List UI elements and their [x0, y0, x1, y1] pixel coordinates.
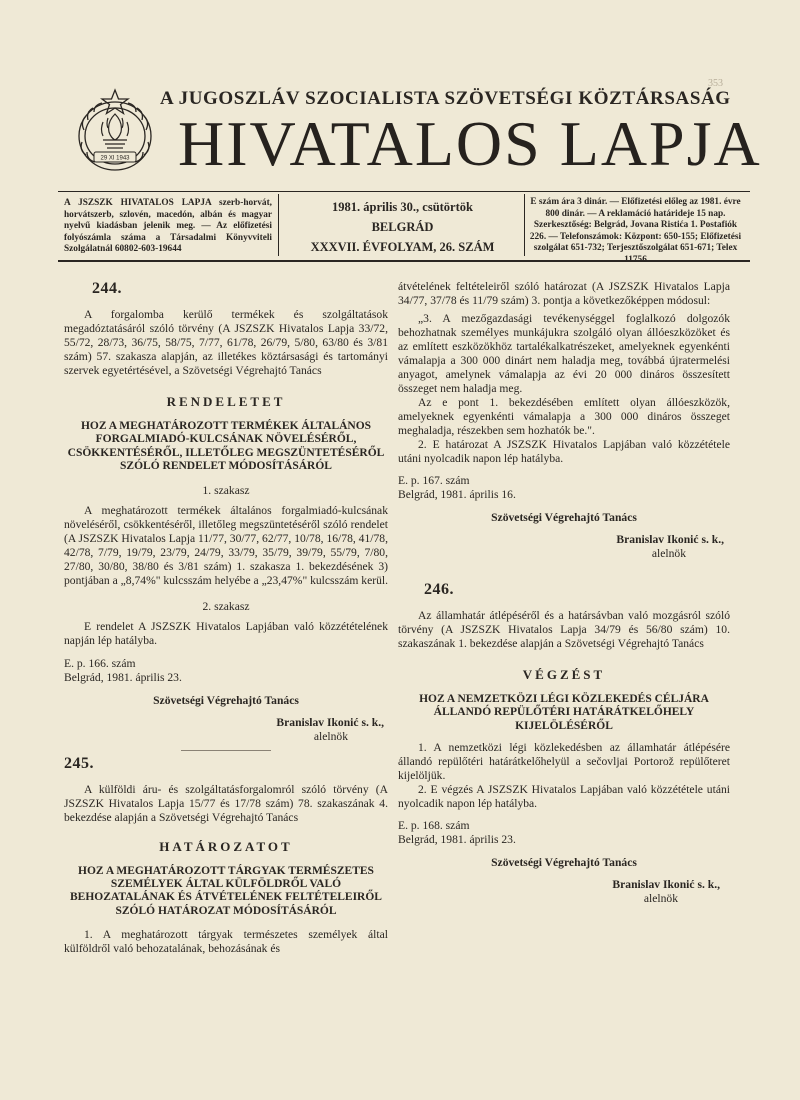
article-245-subject: HOZ A MEGHATÁROZOTT TÁRGYAK TERMÉSZETES SZEMÉLYEK ÁLTAL KÜLFÖLDRŐL VALÓ BEHOZATALÁNAK ÉS ÁTVÉTELÉNEK FELTÉTELEIRŐL SZÓLÓ HATÁROZAT MÓDOSÍTÁSÁRÓL [70, 864, 382, 917]
page-number: 353 [708, 78, 723, 89]
article-246-text-1: 1. A nemzetközi légi közlekedésben az államhatár átlépésére állandó repülőtéri határátkelőhelyül a sečovljai Portorož repülőteret kijelöljük. [398, 741, 730, 783]
article-245-text-1: 1. A meghatározott tárgyak természetes személyek által külföldről való behozatalának, behozásának és [64, 928, 388, 956]
issue-date: 1981. április 30., csütörtök [332, 200, 473, 214]
article-245-amendment-quote-2: Az e pont 1. bekezdésében említett olyan állóeszközök, amelyeknek egyenkénti vámalapja a 300 000 dináros összeget meghaladja, részekben sem hozhatók be.". [398, 396, 730, 437]
publication-info: A JSZSZK HIVATALOS LAPJA szerb-horvát, horvátszerb, szlovén, macedón, albán és magyar nyelvű kiadásban jelenik meg. — Az előfizetési folyószámla száma a Társadalmi Könyvviteli Szolgálatnál 60802-603-19644 [64, 198, 272, 255]
article-245-signatory-role: alelnök [651, 547, 686, 560]
article-number-246: 246. [424, 581, 454, 598]
article-244-section-1: 1. szakasz [202, 483, 250, 497]
masthead-rule-top [58, 191, 750, 192]
article-246-reference: E. p. 168. szám [398, 819, 470, 833]
right-column [398, 280, 730, 906]
left-column [64, 282, 388, 956]
article-244-section-2: 2. szakasz [202, 599, 250, 613]
article-number-244: 244. [92, 280, 122, 297]
article-244-reference: E. p. 166. szám [64, 656, 136, 670]
article-245-preamble: A külföldi áru- és szolgáltatásforgalomról szóló törvény (A JSZSZK Hivatalos Lapja 15/77 és 17/78 szám) 78. szakaszának 4. bekezdése alapján a Szövetségi Végrehajtó Tanács [64, 782, 388, 824]
article-245-signatory: Branislav Ikonić s. k., [616, 533, 724, 546]
article-244-subject: HOZ A MEGHATÁROZOTT TERMÉKEK ÁLTALÁNOS FORGALMIADÓ-KULCSÁNAK NÖVELÉSÉRŐL, CSÖKKENTÉSÉRŐL, ILLETŐLEG MEGSZÜNTETÉSÉRŐL SZÓLÓ RENDELET MÓDOSÍTÁSÁRÓL [67, 420, 385, 473]
article-245-signer: Szövetségi Végrehajtó Tanács [491, 511, 637, 524]
article-244-date: Belgrád, 1981. április 23. [64, 670, 182, 684]
article-244-preamble: A forgalomba kerülő termékek és szolgáltatások megadóztatásáról szóló törvény (A JSZSZK Hivatalos Lapja 33/72, 55/72, 28/73, 36/75, 58/75, 7/77, 61/78, 26/79, 5/80, 63/80 és 3/81 szám) 57. szakasza alapján, az illetékes köztársasági és tartományi szervek egyetértésével, a Szövetségi Végrehajtó Tanács [64, 308, 388, 377]
article-246-signatory: Branislav Ikonić s. k., [612, 878, 720, 892]
article-244-heading: RENDELETET [166, 394, 286, 409]
article-244-signatory: Branislav Ikonić s. k., [276, 715, 384, 729]
masthead-divider-left [278, 194, 279, 256]
issue-volume: XXXVII. ÉVFOLYAM, 26. SZÁM [310, 240, 495, 254]
emblem-date: 29 XI 1943 [100, 155, 130, 162]
article-246-text-2: 2. E végzés A JSZSZK Hivatalos Lapjában való közzététele utáni nyolcadik napon lép hatályba. [398, 783, 730, 811]
gazette-title: HIVATALOS LAPJA [178, 108, 762, 179]
article-244-text-1: A meghatározott termékek általános forgalmiadó-kulcsának növeléséről, csökkentéséről, illetőleg megszüntetéséről szóló rendelet (A JSZSZK Hivatalos Lapja 11/77, 30/77, 62/77, 10/78, 16/78, 41/78, 42/78, 7/79, 19/79, 23/79, 24/79, 33/79, 35/79, 39/79, 55/79, 7/80, 27/80, 30/80, 38/80 és 3/81 szám) 1. szakasza 1. bekezdésének 3) pontjában a „8,74%" kulcsszám helyébe a „23,47%" kulcsszám kerül. [64, 503, 389, 587]
issue-place: BELGRÁD [371, 220, 434, 234]
state-emblem [72, 86, 158, 178]
torches-icon [102, 114, 129, 148]
article-246-heading: VÉGZÉST [522, 667, 606, 682]
masthead-divider-right [524, 194, 525, 256]
article-244-text-2: E rendelet A JSZSZK Hivatalos Lapjában való közzétételének napján lép hatályba. [64, 619, 388, 647]
article-244-signatory-role: alelnök [313, 729, 348, 743]
article-number-245: 245. [64, 754, 94, 772]
article-246-signatory-role: alelnök [643, 892, 678, 906]
article-246-subject: HOZ A NEMZETKÖZI LÉGI KÖZLEKEDÉS CÉLJÁRA ÁLLANDÓ REPÜLŐTÉRI HATÁRÁTKELŐHELY KIJELÖLÉSÉRŐL [419, 693, 709, 732]
article-245-continuation: átvételének feltételeiről szóló határozat (A JSZSZK Hivatalos Lapja 34/77, 37/78 és 11/79 szám) 3. pontja a következőképpen módosul: [398, 280, 730, 307]
article-245-heading: HATÁROZATOT [159, 838, 293, 854]
article-245-amendment-quote: „3. A mezőgazdasági tevékenységgel foglalkozó dolgozók behozhatnak személyes munkájukra szolgáló olyan állóeszközöket és az említett eszközökhöz tartalékalkatrészeket, amelyeknek egyenkénti vámalapja a 300 000 dinárt nem haladja meg, továbbá újratermelési anyagot, amelynek vámalapja az évi 20 000 dináros összesített összeget nem haladja meg. [398, 312, 730, 395]
article-244-signer: Szövetségi Végrehajtó Tanács [153, 693, 299, 707]
article-246-signer: Szövetségi Végrehajtó Tanács [491, 856, 637, 870]
article-246-preamble: Az államhatár átlépéséről és a határsávban való mozgásról szóló törvény (A JSZSZK Hivatalos Lapja 34/79 és 56/80 szám) 10. szakaszának 1. bekezdése alapján a Szövetségi Végrehajtó Tanács [398, 609, 730, 650]
republic-name: A JUGOSZLÁV SZOCIALISTA SZÖVETSÉGI KÖZTÁRSASÁG [160, 88, 731, 109]
article-245-reference: E. p. 167. szám [398, 474, 470, 487]
subscription-info: E szám ára 3 dinár. — Előfizetési előleg az 1981. évre 800 dinár. — A reklamáció határideje 15 nap. Szerkesztőség: Belgrád, Jovana Ristića 1. Postafiók 226. — Telefonszámok: Központ: 650-155; Előfizetési szolgálat 651-732; Terjesztőszolgálat 651-671; Telex 11756 [529, 197, 742, 265]
article-separator [181, 750, 271, 751]
article-245-date: Belgrád, 1981. április 16. [398, 488, 516, 501]
article-246-date: Belgrád, 1981. április 23. [398, 833, 516, 847]
article-245-text-2: 2. E határozat A JSZSZK Hivatalos Lapjában való közzététele utáni nyolcadik napon lép hatályba. [398, 438, 730, 465]
